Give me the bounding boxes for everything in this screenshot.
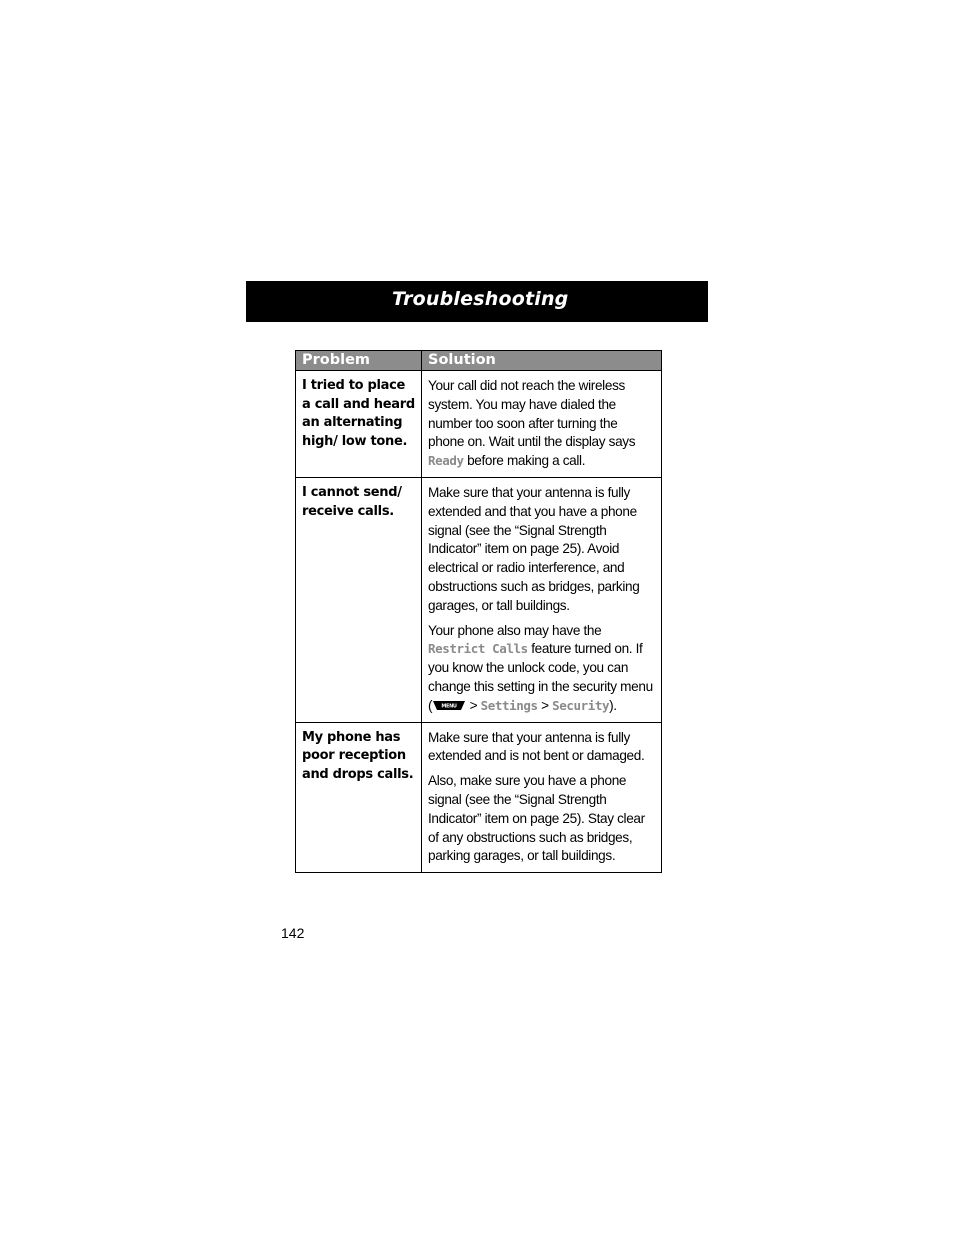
- solution-cell: [422, 371, 662, 478]
- solution-paragraph: Also, make sure you have a phone signal (see the “Signal Strength Indicator” item on page 25). Stay clear of any obstructions such as bridges, parking garages, or tall buildings.: [428, 773, 645, 864]
- display-text-security: Security: [552, 697, 610, 713]
- solution-text: Your call did not reach the wireless system. You may have dialed the number too soon after turning the phone on. Wait until the display says: [428, 378, 636, 450]
- menu-key-label: MENU: [441, 703, 457, 710]
- solution-text: ).: [609, 697, 617, 713]
- solution-cell: [422, 722, 662, 873]
- table-row: [296, 477, 662, 722]
- troubleshooting-table: [295, 350, 662, 873]
- table-row: [296, 722, 662, 873]
- section-title: Troubleshooting: [392, 288, 569, 310]
- table-header-row: [296, 351, 662, 371]
- solution-paragraph: [428, 377, 655, 471]
- problem-cell: I cannot send/ receive calls.: [296, 477, 422, 722]
- display-text-settings: Settings: [480, 697, 538, 713]
- solution-text: Your phone also may have the: [428, 622, 602, 638]
- table-row: [296, 371, 662, 478]
- column-header-problem: Problem: [296, 351, 422, 371]
- column-header-solution: Solution: [422, 351, 662, 371]
- page-number: 142: [281, 925, 305, 941]
- menu-key-icon: [432, 700, 466, 711]
- solution-paragraph: Make sure that your antenna is fully extended and is not bent or damaged.: [428, 729, 645, 764]
- solution-text: before making a call.: [463, 453, 586, 469]
- solution-text: feature turned on. If you know the unlock code, you can change this setting in the security menu (: [428, 641, 653, 713]
- solution-paragraph: Make sure that your antenna is fully extended and that you have a phone signal (see the “Signal Strength Indicator” item on page 25). Avoid electrical or radio interference, and obstructions such as bridges, parking garages, or tall buildings.: [428, 484, 640, 613]
- section-banner: [246, 281, 708, 322]
- menu-separator: >: [466, 697, 481, 713]
- display-text-ready: Ready: [428, 453, 464, 469]
- menu-separator: >: [537, 697, 553, 713]
- display-text-restrict-calls: Restrict Calls: [428, 641, 528, 657]
- problem-cell: My phone has poor reception and drops calls.: [296, 722, 422, 873]
- solution-paragraph: [428, 622, 655, 716]
- solution-cell: [422, 477, 662, 722]
- problem-cell: I tried to place a call and heard an alternating high/ low tone.: [296, 371, 422, 478]
